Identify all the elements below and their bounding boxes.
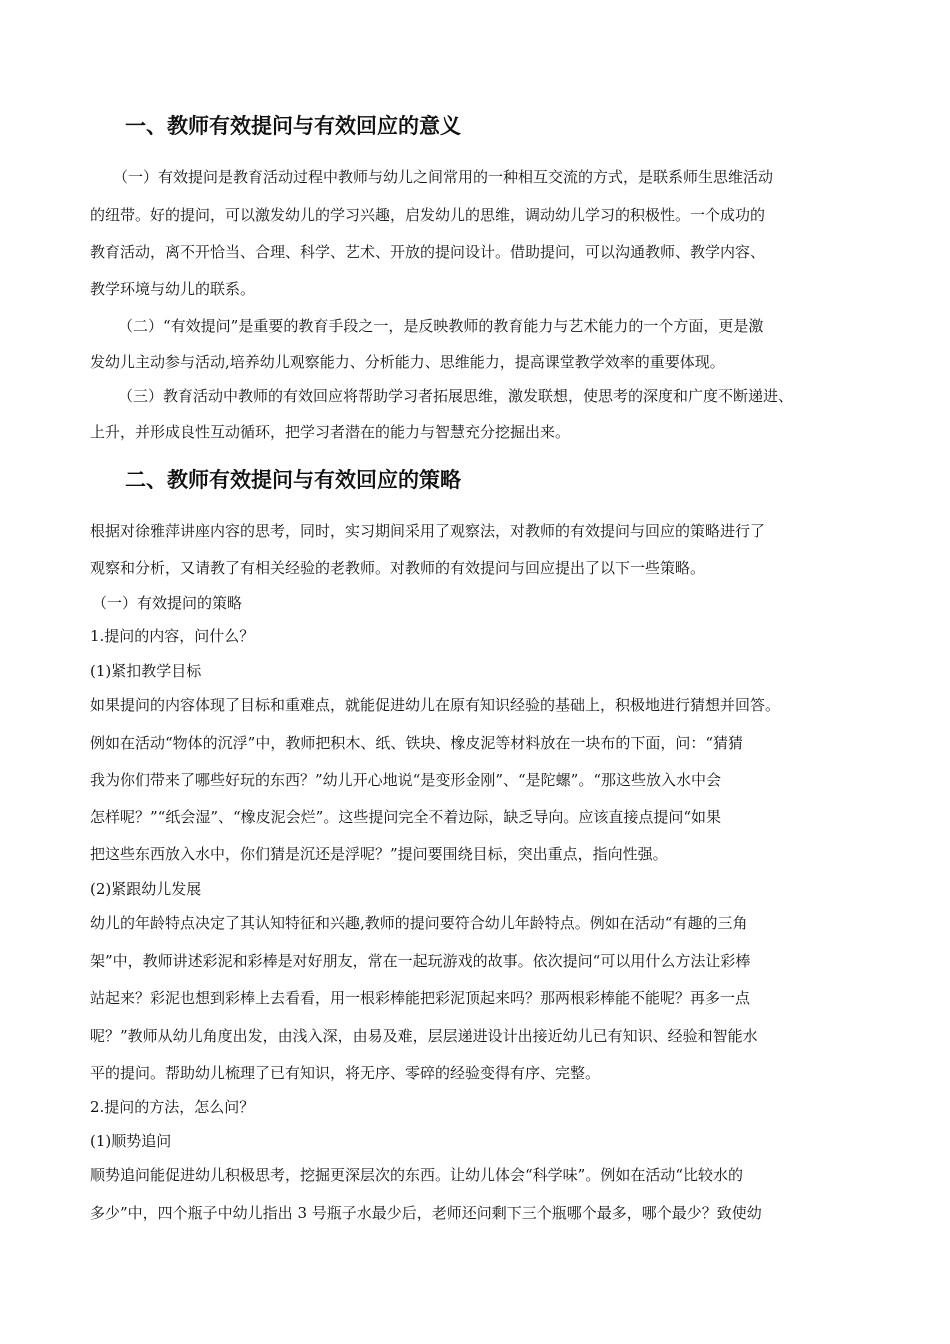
paragraph-line: 平的提问。帮助幼儿梳理了已有知识，将无序、零碎的经验变得有序、完整。	[90, 1064, 601, 1082]
paragraph-line: 多少”中，四个瓶子中幼儿指出 3 号瓶子水最少后，老师还问剩下三个瓶哪个最多，哪个最少？致使幼	[90, 1204, 762, 1222]
paragraph-line: 呢？”教师从幼儿角度出发，由浅入深，由易及难，层层递进设计出接近幼儿已有知识、经验和智能水	[90, 1027, 758, 1045]
paragraph-line: （二）“有效提问”是重要的教育手段之一，是反映教师的教育能力与艺术能力的一个方面，更是激	[118, 317, 764, 335]
paragraph-line: 如果提问的内容体现了目标和重难点，就能促进幼儿在原有知识经验的基础上，积极地进行猜想并回答。	[90, 696, 781, 714]
section-heading-2: 二、教师有效提问与有效回应的策略	[125, 468, 461, 492]
item-heading: 2.提问的方法，怎么问？	[90, 1098, 255, 1116]
paragraph-line: （一）有效提问是教育活动过程中教师与幼儿之间常用的一种相互交流的方式，是联系师生思维活动	[113, 168, 774, 186]
paragraph-line: 教育活动，离不开恰当、合理、科学、艺术、开放的提问设计。借助提问，可以沟通教师、教学内容、	[90, 243, 766, 261]
subsection-heading: （一）有效提问的策略	[92, 594, 243, 612]
paragraph-line: 顺势追问能促进幼儿积极思考，挖掘更深层次的东西。让幼儿体会“科学味”。例如在活动“比较水的	[90, 1166, 744, 1184]
paragraph-line: 架”中，教师讲述彩泥和彩棒是对好朋友，常在一起玩游戏的故事。依次提问“可以用什么方法让彩棒	[90, 952, 751, 970]
paragraph-line: 怎样呢？”“纸会湿”、“橡皮泥会烂”。这些提问完全不着边际，缺乏导向。应该直接点提问“如果	[90, 808, 722, 826]
paragraph-line: 我为你们带来了哪些好玩的东西？”幼儿开心地说“是变形金刚”、“是陀螺”。“那这些放入水中会	[90, 771, 722, 789]
paragraph-line: 的纽带。好的提问，可以激发幼儿的学习兴趣，启发幼儿的思维，调动幼儿学习的积极性。一个成功的	[90, 206, 766, 224]
paragraph-line: 站起来？彩泥也想到彩棒上去看看，用一根彩棒能把彩泥顶起来吗？那两根彩棒能不能呢？再多一点	[90, 989, 751, 1007]
section-heading-1: 一、教师有效提问与有效回应的意义	[125, 114, 461, 138]
paragraph-line: 例如在活动“物体的沉浮”中，教师把积木、纸、铁块、橡皮泥等材料放在一块布的下面，问：“猜猜	[90, 734, 744, 752]
paragraph-line: 上升，并形成良性互动循环，把学习者潜在的能力与智慧充分挖掘出来。	[90, 423, 571, 441]
paragraph-line: 教学环境与幼儿的联系。	[90, 280, 256, 298]
paragraph-line: 观察和分析，又请教了有相关经验的老教师。对教师的有效提问与回应提出了以下一些策略。	[90, 559, 706, 577]
paragraph-line: 把这些东西放入水中，你们猜是沉还是浮呢？”提问要围绕目标，突出重点，指向性强。	[90, 845, 668, 863]
point-heading: (2)紧跟幼儿发展	[90, 880, 202, 898]
paragraph-line: 发幼儿主动参与活动,培养幼儿观察能力、分析能力、思维能力，提高课堂教学效率的重要体现。	[90, 353, 725, 371]
point-heading: (1)紧扣教学目标	[90, 662, 202, 680]
paragraph-line: （三）教育活动中教师的有效回应将帮助学习者拓展思维，激发联想，使思考的深度和广度不断递进、	[118, 387, 794, 405]
item-heading: 1.提问的内容，问什么？	[90, 627, 255, 645]
paragraph-line: 根据对徐雅萍讲座内容的思考，同时，实习期间采用了观察法，对教师的有效提问与回应的策略进行了	[90, 522, 766, 540]
paragraph-line: 幼儿的年龄特点决定了其认知特征和兴趣,教师的提问要符合幼儿年龄特点。例如在活动“有趣的三角	[90, 914, 748, 932]
point-heading: (1)顺势追问	[90, 1132, 172, 1150]
